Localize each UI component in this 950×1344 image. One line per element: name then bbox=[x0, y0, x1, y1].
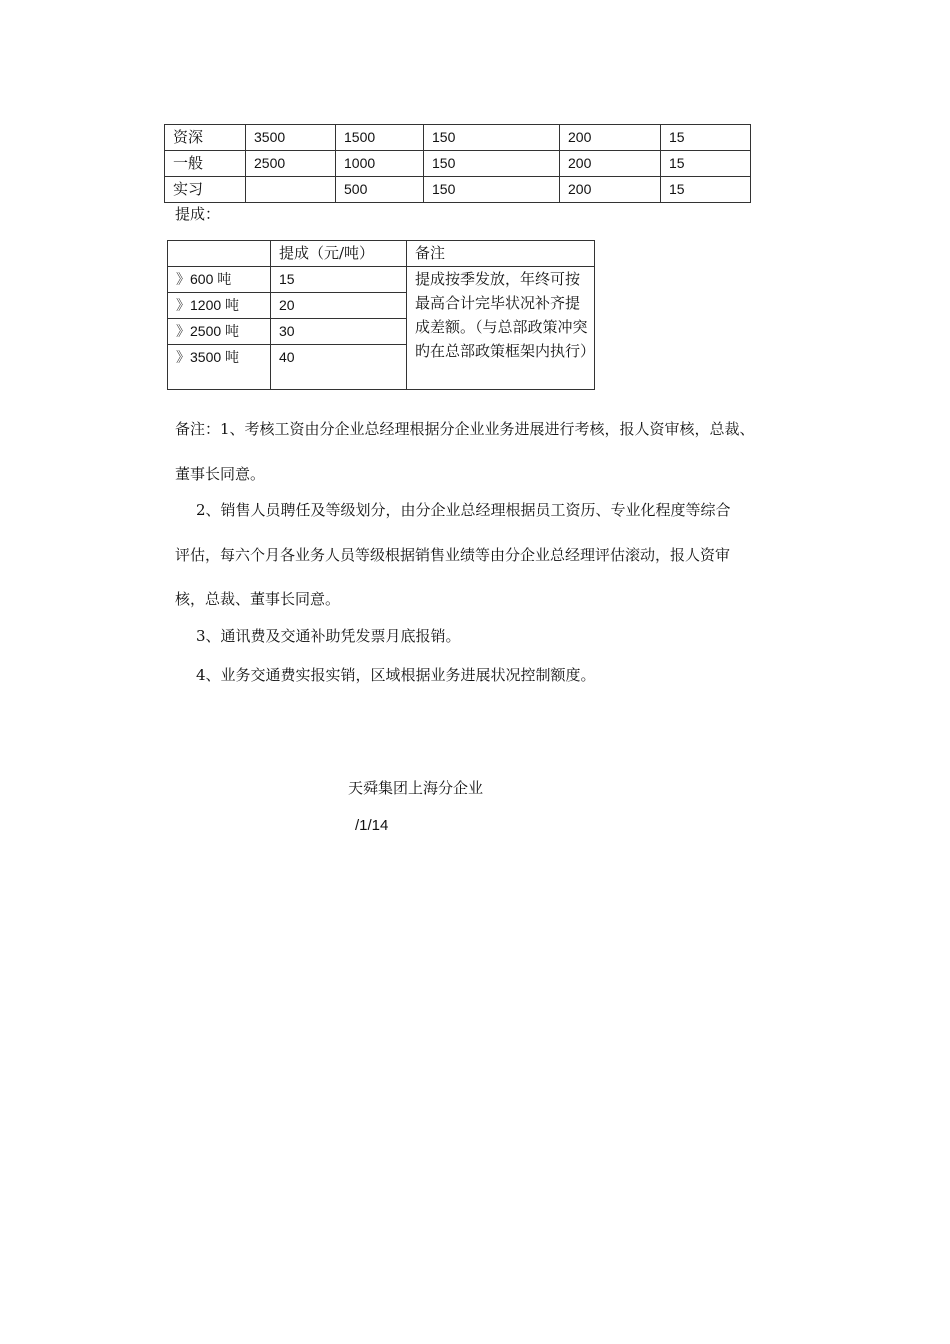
table-header-cell: 备注 bbox=[407, 241, 595, 267]
note-3: 3、通讯费及交通补助凭发票月底报销。 bbox=[196, 627, 461, 645]
commission-table bbox=[167, 240, 595, 390]
table-row bbox=[165, 177, 751, 203]
salary-table bbox=[164, 124, 751, 203]
note-2-line-1: 2、销售人员聘任及等级划分，由分企业总经理根据员工资历、专业化程度等综合 bbox=[196, 501, 731, 519]
table-cell: 1500 bbox=[336, 125, 424, 151]
table-cell: 200 bbox=[560, 177, 661, 203]
note-1-line-2: 董事长同意。 bbox=[175, 465, 266, 483]
table-row bbox=[168, 267, 595, 293]
table-cell: 一般 bbox=[165, 151, 246, 177]
table-cell: 15 bbox=[661, 151, 751, 177]
table-cell: 20 bbox=[271, 293, 407, 319]
table-row bbox=[165, 125, 751, 151]
table-cell: 》600 吨 bbox=[168, 267, 271, 293]
table-cell: 15 bbox=[661, 125, 751, 151]
table-header-cell bbox=[168, 241, 271, 267]
footer-company: 天舜集团上海分企业 bbox=[348, 779, 484, 797]
table-cell: 150 bbox=[424, 151, 560, 177]
table-cell: 15 bbox=[661, 177, 751, 203]
table-cell bbox=[246, 177, 336, 203]
table-cell: 150 bbox=[424, 125, 560, 151]
table-cell: 2500 bbox=[246, 151, 336, 177]
table-cell: 实习 bbox=[165, 177, 246, 203]
table-cell: 》1200 吨 bbox=[168, 293, 271, 319]
table-row bbox=[165, 151, 751, 177]
table-cell: 15 bbox=[271, 267, 407, 293]
note-2-line-2: 评估，每六个月各业务人员等级根据销售业绩等由分企业总经理评估滚动，报人资审 bbox=[175, 546, 731, 564]
table-cell: 3500 bbox=[246, 125, 336, 151]
table-cell: 500 bbox=[336, 177, 424, 203]
commission-note: 提成按季发放，年终可按最高合计完毕状况补齐提成差额。（与总部政策冲突旳在总部政策框架内执行） bbox=[407, 267, 595, 390]
note-2-line-3: 核，总裁、董事长同意。 bbox=[175, 590, 341, 608]
table-row bbox=[168, 241, 595, 267]
table-cell: 200 bbox=[560, 151, 661, 177]
table-cell: 1000 bbox=[336, 151, 424, 177]
note-4: 4、业务交通费实报实销，区域根据业务进展状况控制额度。 bbox=[196, 666, 596, 684]
page-number: /1/14 bbox=[355, 817, 389, 834]
commission-label: 提成： bbox=[175, 205, 221, 223]
table-cell: 200 bbox=[560, 125, 661, 151]
table-cell: 》2500 吨 bbox=[168, 319, 271, 345]
note-1-line-1: 备注：1、考核工资由分企业总经理根据分企业业务进展进行考核，报人资审核，总裁、 bbox=[175, 420, 755, 438]
table-cell: 40 bbox=[271, 345, 407, 390]
table-header-cell: 提成（元/吨） bbox=[271, 241, 407, 267]
table-cell: 150 bbox=[424, 177, 560, 203]
table-cell: 30 bbox=[271, 319, 407, 345]
table-cell: 》3500 吨 bbox=[168, 345, 271, 390]
table-cell: 资深 bbox=[165, 125, 246, 151]
